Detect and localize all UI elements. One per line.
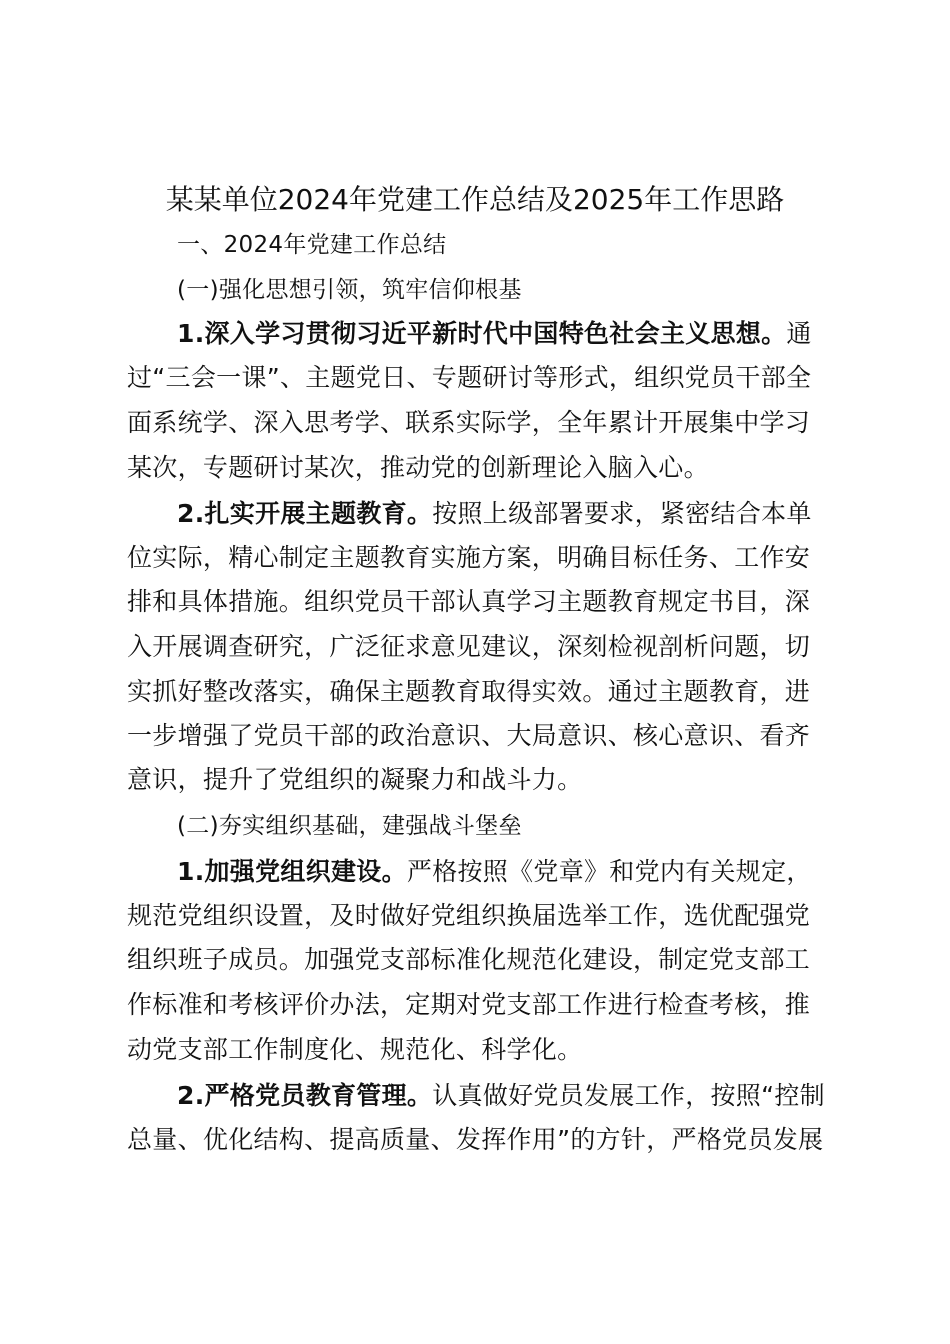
line-text: 认真做好党员发展工作，按照“控制 [432,1081,825,1110]
paragraph-line: 意识，提升了党组织的凝聚力和战斗力。 [127,765,583,794]
paragraph-line [177,312,812,356]
bold-lead: 2.严格党员教育管理。 [177,1081,433,1110]
paragraph-line: 实抓好整改落实，确保主题教育取得实效。通过主题教育，进 [127,677,811,706]
document-title: 某某单位2024年党建工作总结及2025年工作思路 [165,183,785,216]
paragraph-line: 入开展调查研究，广泛征求意见建议，深刻检视剖析问题，切 [127,632,811,661]
paragraph-line: 作标准和考核评价办法，定期对党支部工作进行检查考核，推 [127,990,811,1019]
bold-lead: 1.加强党组织建设。 [177,857,407,886]
line-text: 严格按照《党章》和党内有关规定， [406,857,812,886]
paragraph-line: 某次，专题研讨某次，推动党的创新理论入脑入心。 [127,453,709,482]
paragraph-line: 组织班子成员。加强党支部标准化规范化建设，制定党支部工 [127,945,811,974]
section-heading-1: 一、2024年党建工作总结 [177,232,447,258]
bold-lead: 2.扎实开展主题教育。 [177,499,433,528]
paragraph-line [177,850,812,894]
paragraph-line: 排和具体措施。组织党员干部认真学习主题教育规定书目，深 [127,587,811,616]
paragraph-line: 总量、优化结构、提高质量、发挥作用”的方针，严格党员发展 [127,1125,824,1154]
line-text: 通 [786,319,812,348]
paragraph-line [177,1074,825,1118]
subsection-heading-2: (二)夯实组织基础，建强战斗堡垒 [177,813,522,839]
paragraph-line: 规范党组织设置，及时做好党组织换届选举工作，选优配强党 [127,901,811,930]
paragraph-line: 一步增强了党员干部的政治意识、大局意识、核心意识、看齐 [127,721,811,750]
subsection-heading-1: (一)强化思想引领，筑牢信仰根基 [177,277,522,303]
paragraph-line: 位实际，精心制定主题教育实施方案，明确目标任务、工作安 [127,543,811,572]
paragraph-line: 面系统学、深入思考学、联系实际学，全年累计开展集中学习 [127,408,811,437]
paragraph-line: 过“三会一课”、主题党日、专题研讨等形式，组织党员干部全 [127,363,812,392]
paragraph-line: 动党支部工作制度化、规范化、科学化。 [127,1035,583,1064]
line-text: 按照上级部署要求，紧密结合本单 [432,499,812,528]
paragraph-line [177,492,812,536]
bold-lead: 1.深入学习贯彻习近平新时代中国特色社会主义思想。 [177,319,787,348]
